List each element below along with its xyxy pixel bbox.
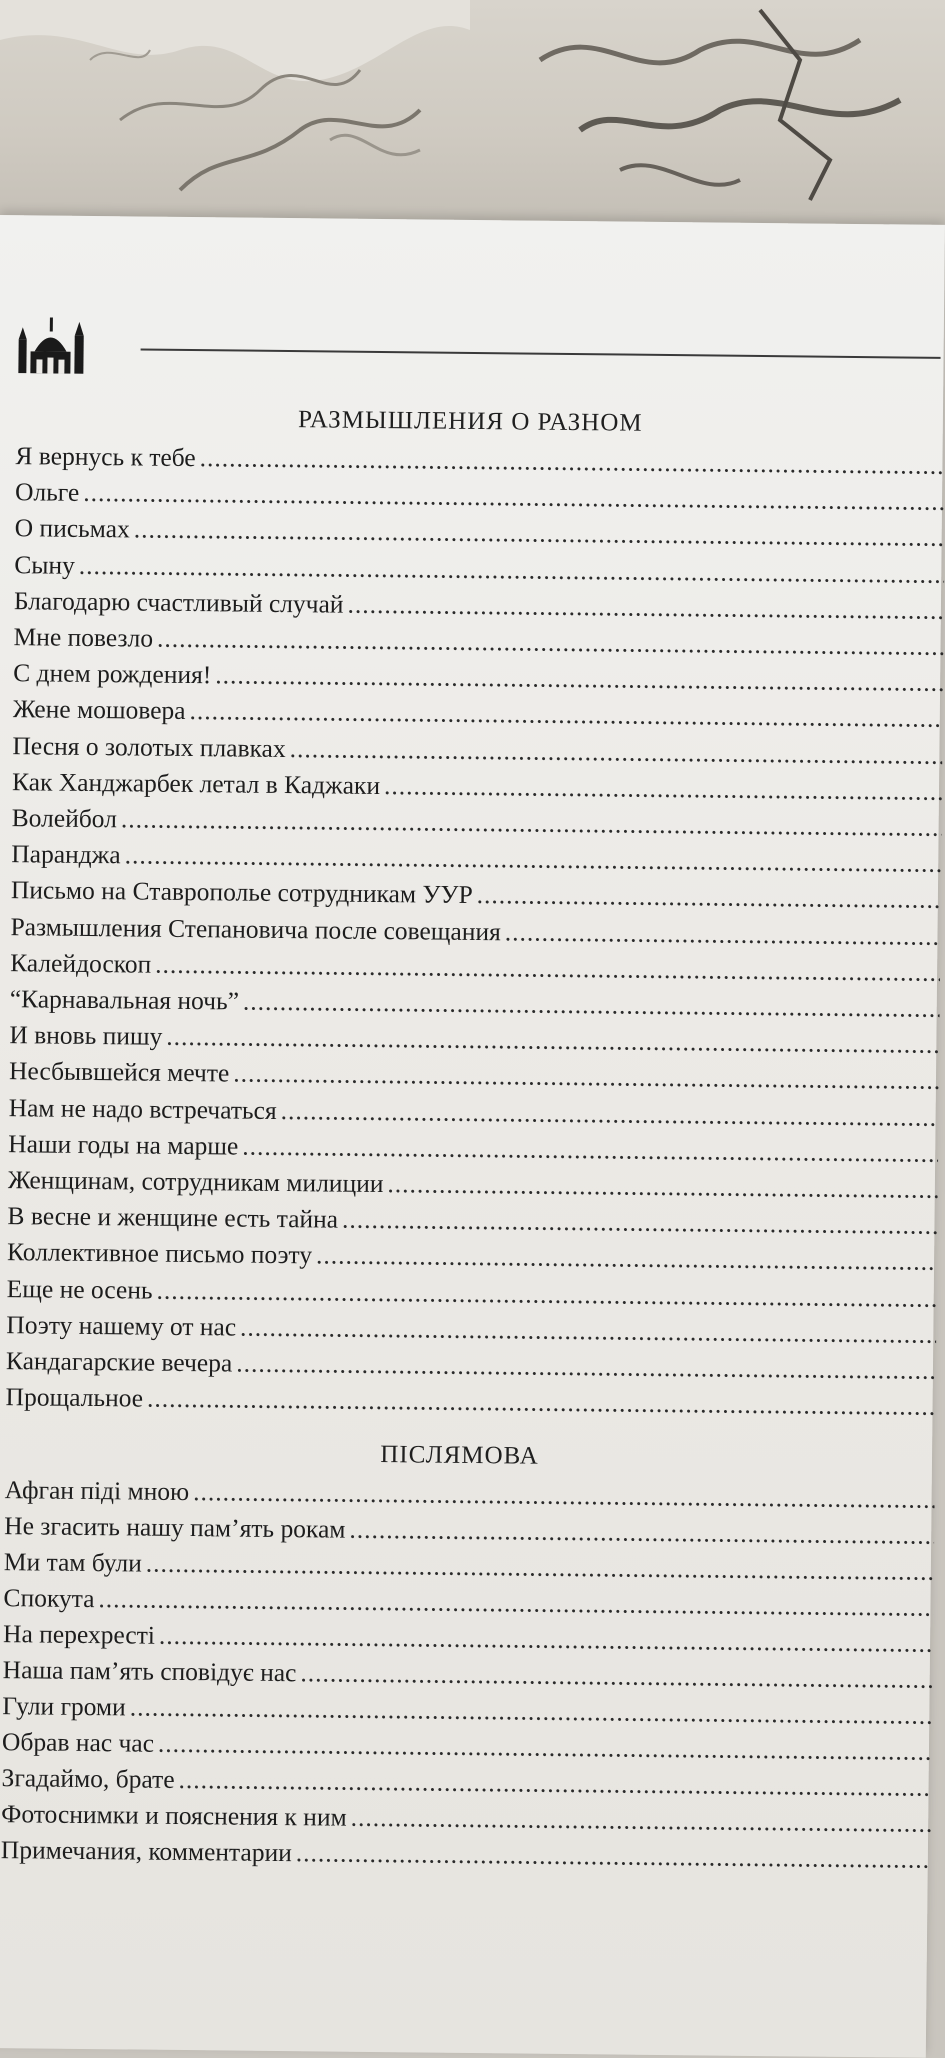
toc-entry-title: “Карнавальная ночь” <box>9 984 240 1016</box>
dot-leader <box>83 478 945 517</box>
book-page <box>0 215 945 2058</box>
dot-leader <box>505 917 941 952</box>
toc-entry-title: Гули громи <box>2 1691 126 1722</box>
dot-leader <box>166 1022 939 1060</box>
dot-leader <box>242 1131 938 1168</box>
dot-leader <box>281 1096 939 1133</box>
toc-entry-title: Спокута <box>3 1583 95 1614</box>
toc-entry-title: Размышления Степановича после совещания <box>10 911 501 946</box>
dot-leader <box>296 1838 931 1875</box>
toc-entry-title: Ольге <box>14 477 80 508</box>
mountain-photo-image <box>0 0 945 225</box>
toc-entry-title: Жене мошовера <box>12 694 186 726</box>
background-photo <box>0 0 945 225</box>
dot-leader <box>121 804 942 843</box>
dot-leader <box>147 1384 936 1422</box>
dot-leader <box>200 443 945 481</box>
toc-entry-title: Еще не осень <box>6 1273 153 1305</box>
toc-entry-title: Сыну <box>14 549 76 580</box>
toc-entry-title: Нам не надо встречаться <box>8 1092 277 1125</box>
dot-leader <box>193 1477 935 1515</box>
dot-leader <box>342 1205 938 1241</box>
dot-leader <box>215 660 943 698</box>
dot-leader <box>156 1275 936 1313</box>
toc-entry-title: Я вернусь к тебе <box>15 441 196 473</box>
toc-entry-title: О письмах <box>14 513 130 544</box>
toc-entry-title: Коллективное письмо поэту <box>6 1237 313 1270</box>
section-title: ПІСЛЯМОВА <box>380 1441 539 1470</box>
dot-leader <box>158 1729 932 1767</box>
toc-entry-title: Поэту нашему от нас <box>6 1309 237 1342</box>
toc-entry-title: Как Ханджарбек летал в Каджаки <box>11 766 381 800</box>
toc-entry-title: Кандагарские вечера <box>5 1346 233 1378</box>
section-title: РАЗМЫШЛЕНИЯ О РАЗНОМ <box>297 406 643 437</box>
toc-entry-title: Фотоснимки и пояснения к ним <box>1 1799 347 1832</box>
dot-leader <box>243 987 940 1024</box>
toc-entry-title: Песня о золотых плавках <box>12 730 286 763</box>
dot-leader <box>155 949 940 987</box>
dot-leader <box>300 1658 933 1695</box>
dot-leader <box>347 589 944 625</box>
dot-leader <box>236 1349 936 1386</box>
toc-entry <box>5 1382 935 1426</box>
dot-leader <box>240 1312 937 1349</box>
header-rule <box>141 348 941 358</box>
dot-leader <box>290 734 943 771</box>
dot-leader <box>130 1692 933 1730</box>
dot-leader <box>316 1241 937 1278</box>
dot-leader <box>125 841 942 880</box>
dot-leader <box>477 880 941 915</box>
toc-entry-title: И вновь пишу <box>9 1020 163 1051</box>
toc-entry-title: Наша пам’ять сповідує нас <box>2 1655 297 1688</box>
toc-entry-title: Мне повезло <box>13 622 154 653</box>
dot-leader <box>387 1169 938 1205</box>
toc-entry-title: Женщинам, сотрудникам милиции <box>7 1165 384 1199</box>
toc-entry-title: Ми там були <box>3 1547 143 1578</box>
toc-entry-title: С днем рождения! <box>13 658 212 690</box>
dot-leader <box>157 624 944 662</box>
toc-entry-title: Благодарю счастливый случай <box>13 585 344 619</box>
toc-entry-title: Паранджа <box>11 839 121 870</box>
dot-leader <box>351 1803 932 1839</box>
toc-entry-title: Афган піді мною <box>4 1475 190 1507</box>
toc-entry-title: На перехресті <box>2 1619 156 1650</box>
toc-entry-title: Прощальное <box>5 1382 144 1413</box>
toc-entry <box>1 1835 931 1879</box>
dot-leader <box>98 1584 933 1623</box>
toc-entry-title: Обрав нас час <box>1 1727 155 1758</box>
toc-entry-title: В весне и женщине есть тайна <box>7 1201 339 1234</box>
dot-leader <box>189 696 943 734</box>
dot-leader <box>178 1765 931 1803</box>
toc-entry-title: Несбывшейся мечте <box>8 1056 230 1088</box>
toc-entry-title: Калейдоскоп <box>10 947 152 979</box>
toc-entry-title: Наши годы на марше <box>8 1128 239 1161</box>
dot-leader <box>134 515 945 553</box>
toc-entry-title: Волейбол <box>11 803 118 834</box>
dot-leader <box>349 1515 934 1551</box>
toc-entry-title: Письмо на Ставрополье сотрудникам УУР <box>10 875 473 910</box>
toc-entry-title: Примечания, комментарии <box>0 1835 292 1868</box>
dot-leader <box>384 771 942 807</box>
toc-entry-title: Згадаймо, брате <box>1 1763 175 1794</box>
dot-leader <box>159 1621 933 1659</box>
toc-entry-title: Не згасить нашу пам’ять рокам <box>4 1511 346 1544</box>
dot-leader <box>233 1059 939 1096</box>
mosque-icon <box>16 299 89 374</box>
dot-leader <box>146 1549 934 1587</box>
dot-leader <box>79 550 945 589</box>
